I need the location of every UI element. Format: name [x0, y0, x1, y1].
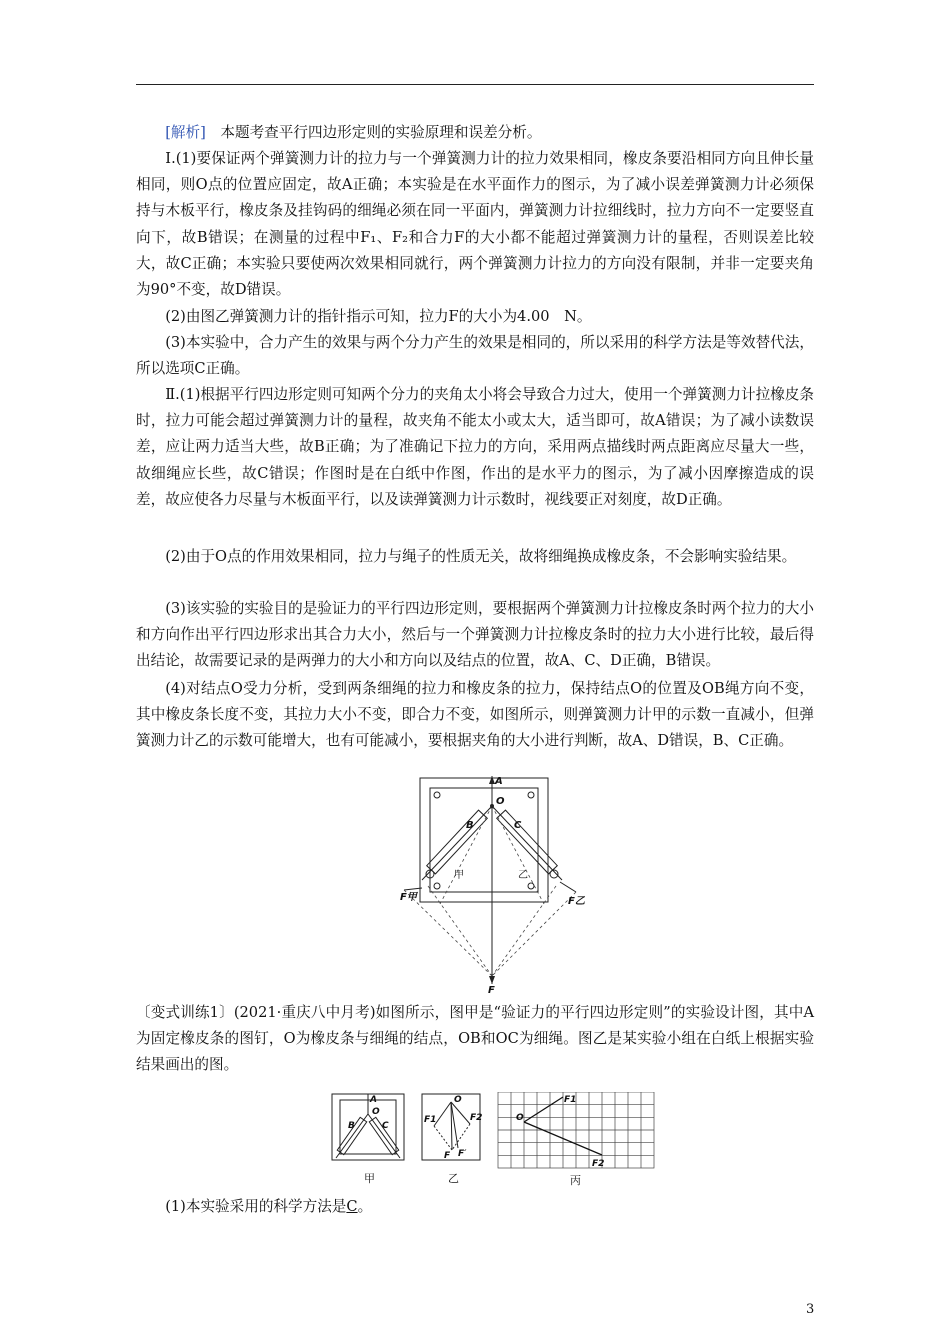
yi-label-Fp: F′ — [458, 1149, 467, 1159]
analysis-p3: (3)本实验中，合力产生的效果与两个分力产生的效果是相同的，所以采用的科学方法是等效替代法，所以选项C正确。 — [136, 334, 814, 378]
question-1 — [136, 1194, 814, 1220]
bing-label-O: O — [516, 1113, 524, 1123]
question-1-answer: C — [346, 1198, 358, 1215]
fig-yi — [422, 1094, 483, 1160]
jia-label-A: A — [370, 1095, 377, 1105]
label-yi: 乙 — [518, 870, 528, 881]
analysis-p2: (2)由图乙弹簧测力计的指针指示可知，拉力F的大小为4.00 N。 — [165, 308, 592, 325]
label-jia: 甲 — [454, 870, 464, 881]
question-1-prefix: (1)本实验采用的科学方法是 — [165, 1198, 347, 1215]
label-A: A — [495, 776, 503, 787]
page-number: 3 — [806, 1302, 815, 1317]
yi-label-F2: F2 — [470, 1113, 483, 1123]
label-fyi: F乙 — [568, 896, 585, 907]
analysis-p6: (3)该实验的实验目的是验证力的平行四边形定则，要根据两个弹簧测力计拉橡皮条时两个拉力的大小和方向作出平行四边形求出其合力大小，然后与一个弹簧测力计拉橡皮条时的拉力大小进行比较，最后得出结论，故需要记录的是两弹力的大小和方向以及结点的位置，故A、C、D正确，B错误。 — [136, 600, 814, 670]
yi-label-F1: F1 — [424, 1115, 437, 1125]
analysis-p7: (4)对结点O受力分析，受到两条细绳的拉力和橡皮条的拉力，保持结点O的位置及OB绳方向不变，其中橡皮条长度不变，其拉力大小不变，即合力不变，如图所示，则弹簧测力计甲的示数一直减小，但弹簧测力计乙的示数可能增大，也有可能减小，要根据夹角的大小进行判断，故A、D错误，B、C正确。 — [136, 680, 814, 750]
analysis-p5: (2)由于O点的作用效果相同，拉力与绳子的性质无关，故将细绳换成橡皮条，不会影响实验结果。 — [165, 548, 797, 565]
label-F: F — [488, 985, 495, 994]
yi-label-O: O — [454, 1095, 462, 1105]
bing-label-F1: F1 — [564, 1095, 577, 1105]
analysis-intro-text: 本题考查平行四边形定则的实验原理和误差分析。 — [220, 124, 542, 141]
jia-label-C: C — [382, 1121, 389, 1131]
arrow-f — [489, 976, 495, 984]
exercise-figures — [330, 1092, 660, 1192]
analysis-p1: Ⅰ.(1)要保证两个弹簧测力计的拉力与一个弹簧测力计的拉力效果相同，橡皮条要沿相同方向且伸长量相同，则O点的位置应固定，故A正确；本实验是在水平面作力的图示，为了减小误差弹簧测力计必须保持与木板平行，橡皮条及挂钩码的细绳必须在同一平面内，弹簧测力计拉细线时，拉力方向不一定要竖直向下，故B错误；在测量的过程中F₁、F₂和合力F的大小都不能超过弹簧测力计的量程，否则误差比较大，故C正确；本实验只要使两次效果相同就行，两个弹簧测力计拉力的方向没有限制，并非一定要夹角为90°不变，故D错误。 — [136, 150, 814, 299]
header-rule — [136, 84, 814, 85]
question-1-suffix: 。 — [357, 1198, 373, 1215]
bing-caption: 丙 — [570, 1174, 581, 1187]
label-C: C — [514, 820, 522, 831]
jia-label-O: O — [372, 1107, 380, 1117]
exercise-text: 〔变式训练1〕(2021·重庆八中月考)如图所示，图甲是“验证力的平行四边形定则”的实验设计图，其中A为固定橡皮条的图钉，O为橡皮条与细绳的结点，OB和OC为细绳。图乙是某实验小组在白纸上根据实验结果画出的图。 — [136, 1004, 814, 1074]
analysis-p4: Ⅱ.(1)根据平行四边形定则可知两个分力的夹角太小将会导致合力过大，使用一个弹簧测力计拉橡皮条时，拉力可能会超过弹簧测力计的量程，故夹角不能太小或太大，适当即可，故A错误；为了减小读数误差，应让两力适当大些，故B正确；为了准确记下拉力的方向，采用两点描线时两点距离应尽量大一些，故细绳应长些，故C错误；作图时是在白纸中作图，作出的是水平力的图示，为了减小因摩擦造成的误差，故应使各力尽量与木板面平行，以及读弹簧测力计示数时，视线要正对刻度，故D正确。 — [136, 386, 814, 508]
yi-caption: 乙 — [448, 1172, 459, 1185]
jia-caption: 甲 — [364, 1172, 375, 1185]
analysis-intro — [136, 120, 814, 146]
yi-label-F: F — [444, 1151, 451, 1161]
jia-label-B: B — [348, 1121, 355, 1131]
analysis-tag: [解析] — [165, 124, 206, 141]
label-B: B — [466, 820, 474, 831]
label-O: O — [496, 796, 505, 807]
fig-jia — [332, 1094, 404, 1160]
label-fjia: F甲 — [400, 892, 417, 903]
bing-label-F2: F2 — [592, 1159, 605, 1169]
